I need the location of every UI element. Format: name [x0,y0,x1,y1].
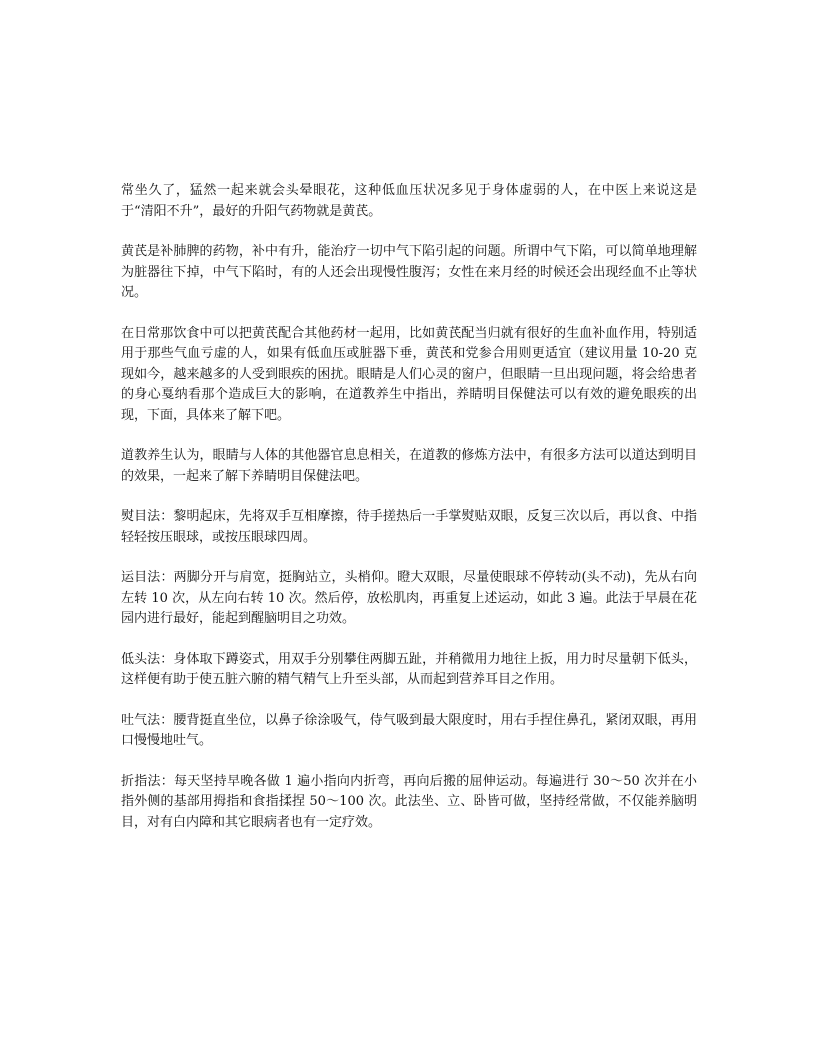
paragraph-huangqi-effects: 黄芪是补肺脾的药物，补中有升，能治疗一切中气下陷引起的问题。所谓中气下陷，可以简单地理解为脏器往下掉，中气下陷时，有的人还会出现慢性腹泻；女性在来月经的时候还会出现经血不止等状况。 [121,244,697,300]
paragraph-intro-low-blood-pressure: 常坐久了，猛然一起来就会头晕眼花，这种低血压状况多见于身体虚弱的人，在中医上来说这是于“清阳不升”，最好的升阳气药物就是黄芪。 [121,183,697,219]
paragraph-method-eye-rolling: 运目法：两脚分开与肩宽，挺胸站立，头梢仰。瞪大双眼，尽量使眼球不停转动(头不动)，先从右向左转 10 次，从左向右转 10 次。然后停，放松肌肉，再重复上述运动，如此 3 遍。此法于早晨在花园内进行最好，能起到醒脑明目之功效。 [121,570,697,626]
paragraph-method-head-down: 低头法：身体取下蹲姿式，用双手分别攀住两脚五趾，并稍微用力地往上扳，用力时尽量朝下低头，这样便有助于使五脏六腑的精气精气上升至头部，从而起到营养耳目之作用。 [121,651,697,687]
paragraph-method-ironing-eyes: 熨目法：黎明起床，先将双手互相摩擦，待手搓热后一手掌熨贴双眼，反复三次以后，再以食、中指轻轻按压眼球，或按压眼球四周。 [121,509,697,545]
paragraph-taoist-view: 道教养生认为，眼睛与人体的其他器官息息相关，在道教的修炼方法中，有很多方法可以道达到明目的效果，一起来了解下养睛明目保健法吧。 [121,448,697,484]
document-body [121,181,697,853]
paragraph-method-exhaling: 吐气法：腰背挺直坐位，以鼻子徐涂吸气，侍气吸到最大限度时，用右手捏住鼻孔，紧闭双眼，再用口慢慢地吐气。 [121,712,697,748]
paragraph-diet-and-eye-care: 在日常那饮食中可以把黄芪配合其他药材一起用，比如黄芪配当归就有很好的生血补血作用，特别适用于那些气血亏虚的人，如果有低血压或脏器下垂，黄芪和党参合用则更适宜（建议用量 10-20 克现如今，越来越多的人受到眼疾的困扰。眼睛是人们心灵的窗户，但眼睛一旦出现问题，将会给患者的身心戛纳看那个造成巨大的影响，在道教养生中指出，养睛明目保健法可以有效的避免眼疾的出现，下面，具体来了解下吧。 [121,325,697,423]
paragraph-method-finger-bending: 折指法：每天坚持早晚各做 1 遍小指向内折弯，再向后搬的屈伸运动。每遍进行 30～50 次并在小指外侧的基部用拇指和食指揉捏 50～100 次。此法坐、立、卧皆可做，坚持经常做，不仅能养脑明目，对有白内障和其它眼病者也有一定疗效。 [121,773,697,830]
